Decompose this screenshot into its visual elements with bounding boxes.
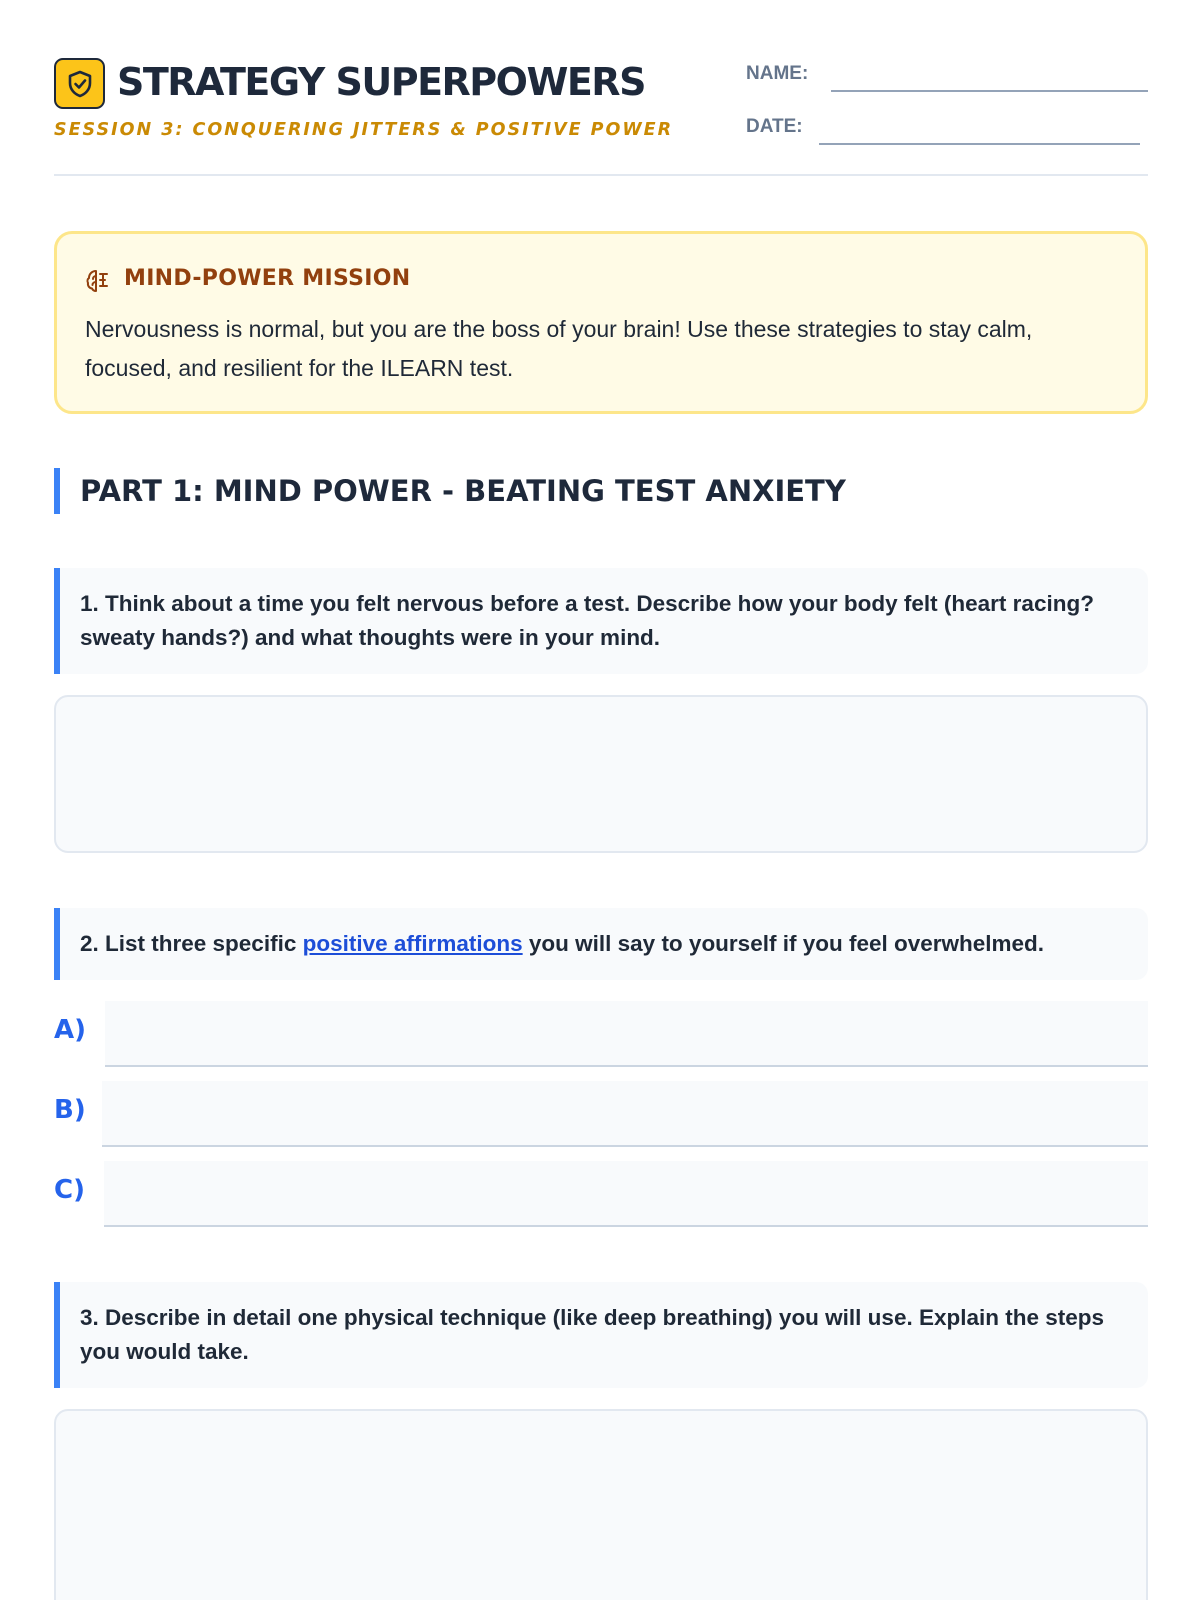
date-label: DATE:: [746, 116, 803, 137]
page-title: STRATEGY SUPERPOWERS: [117, 60, 645, 104]
affirmation-label-c: C): [54, 1175, 85, 1205]
positive-affirmations-link[interactable]: positive affirmations: [302, 931, 523, 956]
date-field[interactable]: [819, 143, 1140, 145]
mission-title: MIND-POWER MISSION: [124, 266, 411, 291]
shield-check-icon: [54, 58, 105, 109]
affirmation-row-a: [54, 1001, 1148, 1067]
question-2-prefix: 2. List three specific: [80, 931, 303, 956]
name-field[interactable]: [831, 90, 1148, 92]
mission-box: [54, 231, 1148, 414]
worksheet-page: [54, 0, 1148, 1600]
affirmation-input-c[interactable]: [104, 1161, 1148, 1227]
affirmation-row-c: [54, 1161, 1148, 1227]
session-subtitle: SESSION 3: CONQUERING JITTERS & POSITIVE POWER: [54, 120, 674, 140]
name-label: NAME:: [746, 63, 809, 84]
worksheet-header: [54, 56, 1148, 176]
brain-icon: [85, 268, 111, 299]
affirmation-label-a: A): [54, 1015, 87, 1045]
question-2-suffix: you will say to yourself if you feel overwhelmed.: [522, 931, 1045, 956]
affirmation-row-b: [54, 1081, 1148, 1147]
affirmation-label-b: B): [54, 1095, 86, 1125]
question-2-text: [80, 927, 1044, 961]
question-2: [54, 908, 1148, 980]
affirmation-input-a[interactable]: [105, 1001, 1148, 1067]
answer-1-box[interactable]: [54, 695, 1148, 853]
answer-3-box[interactable]: [54, 1409, 1148, 1600]
affirmation-input-b[interactable]: [102, 1081, 1148, 1147]
question-1: [54, 568, 1148, 674]
mission-text: Nervousness is normal, but you are the boss of your brain! Use these strategies to stay calm, focused, and resilient for the ILEARN test.: [85, 316, 1033, 381]
question-3: [54, 1282, 1148, 1388]
question-3-text: 3. Describe in detail one physical technique (like deep breathing) you will use. Explain the steps you would take.: [80, 1305, 1105, 1364]
part1-heading: PART 1: MIND POWER - BEATING TEST ANXIETY: [54, 468, 846, 514]
question-1-text: 1. Think about a time you felt nervous before a test. Describe how your body felt (heart racing? sweaty hands?) and what thoughts were in your mind.: [80, 591, 1094, 650]
